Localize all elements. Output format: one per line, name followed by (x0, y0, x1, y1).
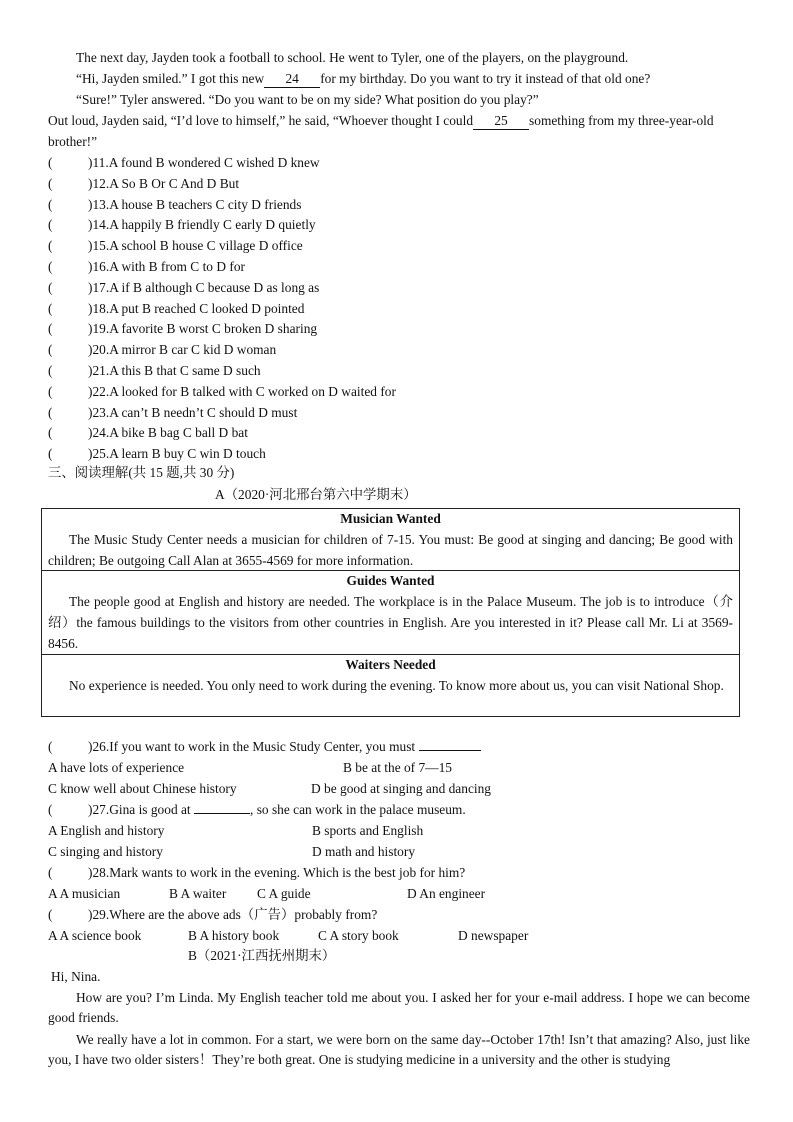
letter-greeting: Hi, Nina. (51, 969, 101, 984)
answer-paren-close: ) (88, 197, 93, 212)
passage-b-title: B（2021·江西抚州期末） (188, 948, 336, 963)
cloze-question (48, 215, 316, 235)
answer-paren[interactable]: ( (48, 197, 53, 212)
answer-paren[interactable]: ( (48, 342, 53, 357)
cloze-question (48, 278, 319, 298)
question-text: 12.A So B Or C And D But (92, 176, 240, 191)
option[interactable]: C A guide (257, 886, 311, 901)
passage-line: The next day, Jayden took a football to school. He went to Tyler, one of the players, on the playground. (76, 50, 629, 65)
answer-paren-close: ) (88, 280, 93, 295)
passage-line: brother!” (48, 134, 98, 149)
answer-paren-close: ) (88, 446, 93, 461)
cloze-question (48, 236, 303, 256)
answer-paren-close: ) (88, 238, 93, 253)
option[interactable]: C know well about Chinese history (48, 781, 237, 796)
ad-guides (42, 571, 739, 654)
option[interactable]: B A waiter (169, 886, 227, 901)
option[interactable]: D An engineer (407, 886, 486, 901)
cloze-question (48, 153, 320, 173)
answer-paren-close: ) (88, 155, 93, 170)
option[interactable]: A A musician (48, 886, 121, 901)
answer-paren[interactable]: ( (48, 425, 53, 440)
ad-text: The Music Study Center needs a musician for children of 7-15. You must: Be good at singing and dancing; Be good with children; Be outgoing Call Alan at 3655-4569 for more information. (48, 532, 733, 568)
option[interactable]: A A science book (48, 928, 142, 943)
answer-paren-close: ) (88, 425, 93, 440)
letter-paragraph: We really have a lot in common. For a start, we were born on the same day--October 17th! Isn’t that amazing? Also, just like you, I have two older sisters！They’re both great. One is studying medicine in a university and the other is studying (48, 1032, 750, 1067)
answer-paren[interactable]: ( (48, 301, 53, 316)
answer-blank[interactable]: 24 (264, 71, 320, 88)
ad-text: No experience is needed. You only need to work during the evening. To know more about us, you can visit National Shop. (69, 678, 724, 693)
answer-paren-close: ) (88, 405, 93, 420)
ad-musician (42, 509, 739, 571)
cloze-question (48, 319, 317, 339)
passage-line: “Hi, Jayden smiled.” I got this new 24 for my birthday. Do you want to try it instead of that old one? (76, 71, 651, 86)
cloze-question (48, 444, 266, 464)
option[interactable]: A English and history (48, 823, 165, 838)
question-text: 18.A put B reached C looked D pointed (92, 301, 305, 316)
answer-paren[interactable]: ( (48, 280, 53, 295)
passage-line: Out loud, Jayden said, “I’d love to himself,” he said, “Whoever thought I could 25 something from my three-year-old (48, 113, 714, 128)
cloze-question (48, 195, 301, 215)
ads-table (41, 508, 740, 717)
question-text: 14.A happily B friendly C early D quietly (92, 217, 316, 232)
answer-paren[interactable]: ( (48, 363, 53, 378)
ad-title: Guides Wanted (346, 573, 435, 588)
question-text: 20.A mirror B car C kid D woman (92, 342, 277, 357)
ad-waiters (42, 655, 739, 696)
answer-paren-close: ) (88, 384, 93, 399)
option[interactable]: A have lots of experience (48, 760, 185, 775)
question-text: 25.A learn B buy C win D touch (92, 446, 266, 461)
question-text: 19.A favorite B worst C broken D sharing (92, 321, 318, 336)
option[interactable]: D math and history (312, 844, 416, 859)
answer-paren-close: ) (88, 176, 93, 191)
option[interactable]: B be at the of 7—15 (343, 760, 452, 775)
question-29: ( )29.Where are the above ads（广告）probably from? (48, 907, 378, 922)
question-text: 11.A found B wondered C wished D knew (92, 155, 320, 170)
question-26: ( )26.If you want to work in the Music Study Center, you must (48, 737, 481, 757)
answer-blank[interactable] (419, 750, 481, 751)
answer-paren[interactable]: ( (48, 176, 53, 191)
answer-paren[interactable]: ( (48, 405, 53, 420)
ad-title: Musician Wanted (340, 511, 441, 526)
question-27: ( )27.Gina is good at , so she can work in the palace museum. (48, 802, 466, 817)
passage-line: “Sure!” Tyler answered. “Do you want to be on my side? What position do you play?” (76, 92, 539, 107)
answer-paren[interactable]: ( (48, 321, 53, 336)
letter-paragraph: How are you? I’m Linda. My English teacher told me about you. I asked her for your e-mail address. I hope we can become good friends. (48, 990, 750, 1025)
answer-paren[interactable]: ( (48, 384, 53, 399)
question-text: 16.A with B from C to D for (92, 259, 245, 274)
ad-text: The people good at English and history are needed. The workplace is in the Palace Museum. The job is to introduce（介绍）the famous buildings to the visitors from other countries in English. Are you interested in it? Please call Mr. Li at 3569-8456. (48, 594, 733, 651)
question-text: 15.A school B house C village D office (92, 238, 303, 253)
answer-paren-close: ) (88, 342, 93, 357)
cloze-question (48, 174, 239, 194)
question-28: ( )28.Mark wants to work in the evening. Which is the best job for him? (48, 865, 466, 880)
question-text: 21.A this B that C same D such (92, 363, 261, 378)
answer-blank[interactable]: 25 (473, 113, 529, 130)
cloze-question (48, 299, 304, 319)
answer-paren[interactable]: ( (48, 446, 53, 461)
option[interactable]: B A history book (188, 928, 280, 943)
question-text: 24.A bike B bag C ball D bat (92, 425, 248, 440)
question-text: 13.A house B teachers C city D friends (92, 197, 302, 212)
passage-a-title: A（2020·河北邢台第六中学期末） (215, 487, 417, 502)
answer-paren-close: ) (88, 259, 93, 274)
answer-paren-close: ) (88, 217, 93, 232)
answer-paren-close: ) (88, 301, 93, 316)
answer-paren[interactable]: ( (48, 155, 53, 170)
section-title: 三、阅读理解(共 15 题,共 30 分) (48, 465, 235, 480)
answer-blank[interactable] (194, 813, 250, 814)
cloze-question (48, 340, 276, 360)
question-text: 23.A can’t B needn’t C should D must (92, 405, 298, 420)
option[interactable]: C A story book (318, 928, 399, 943)
answer-paren-close: ) (88, 321, 93, 336)
cloze-question (48, 403, 297, 423)
option[interactable]: D be good at singing and dancing (311, 781, 491, 796)
answer-paren[interactable]: ( (48, 259, 53, 274)
question-text: 17.A if B although C because D as long as (92, 280, 320, 295)
option[interactable]: D newspaper (458, 928, 529, 943)
option[interactable]: B sports and English (312, 823, 424, 838)
answer-paren[interactable]: ( (48, 238, 53, 253)
cloze-question (48, 361, 261, 381)
option[interactable]: C singing and history (48, 844, 163, 859)
cloze-question (48, 257, 245, 277)
ad-title: Waiters Needed (345, 657, 436, 672)
cloze-question (48, 382, 396, 402)
question-text: 22.A looked for B talked with C worked on D waited for (92, 384, 396, 399)
answer-paren-close: ) (88, 363, 93, 378)
answer-paren[interactable]: ( (48, 217, 53, 232)
cloze-question (48, 423, 248, 443)
